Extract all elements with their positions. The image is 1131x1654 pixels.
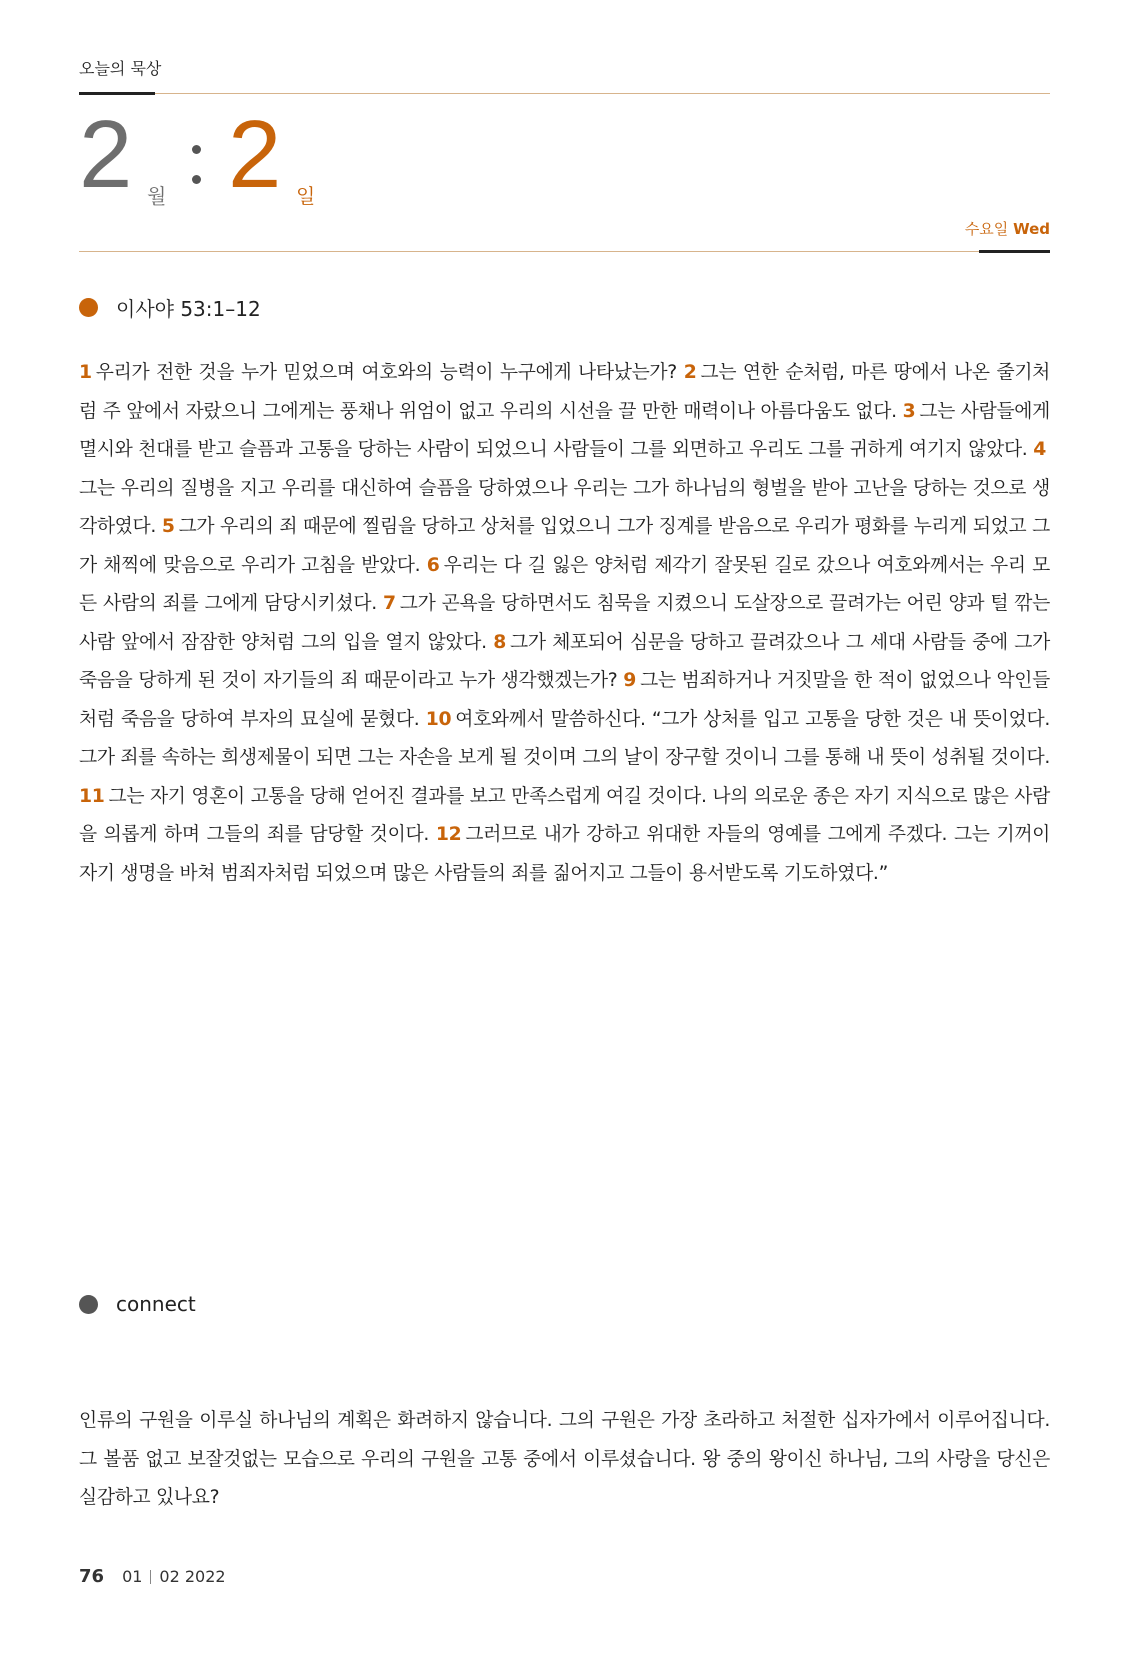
connect-title: connect [116,1292,196,1316]
verse-number: 9 [623,670,637,691]
weekday-en: Wed [1013,220,1050,238]
verse-text: 그는 범죄하거나 거짓말을 한 적이 없었으나 악인들처럼 죽음을 당하여 부자의 묘실에 묻혔다. [79,670,1050,730]
verse-text: 그는 자기 영혼이 고통을 당해 얻어진 결과를 보고 만족스럽게 여길 것이다. 나의 의로운 종은 자기 지식으로 많은 사람을 의롭게 하며 그들의 죄를 담당할 것이다. [79,785,1050,845]
verse-text: 그가 우리의 죄 때문에 찔림을 당하고 상처를 입었으니 그가 징계를 받음으로 우리가 평화를 누리게 되었고 그가 채찍에 맞음으로 우리가 고침을 받았다. [79,516,1050,576]
connect-body: 인류의 구원을 이루실 하나님의 계획은 화려하지 않습니다. 그의 구원은 가장 초라하고 처절한 십자가에서 이루어집니다. 그 볼품 없고 보잘것없는 모습으로 우리의 구원을 고통 중에서 이루셨습니다. 왕 중의 왕이신 하나님, 그의 사랑을 당신은 실감하고 있나요? [79,1410,1050,1508]
bullet-icon [79,298,98,317]
verse-number: 5 [161,516,175,537]
verse [79,362,677,383]
verse-text: 그가 체포되어 심문을 당하고 끌려갔으나 그 세대 사람들 중에 그가 죽음을 당하게 된 것이 자기들의 죄 때문이라고 누가 생각했겠는가? [79,631,1050,691]
month-number: 2 [79,101,133,208]
verse-number: 7 [383,593,396,614]
footer-divider [150,1570,151,1584]
verse-number: 8 [493,631,507,653]
page-number: 76 [79,1566,105,1587]
date-display [79,101,679,215]
verse-text: 우리는 다 길 잃은 양처럼 제각기 잘못된 길로 갔으나 여호와께서는 우리 모든 사람의 죄를 그에게 담당시키셨다. [79,554,1050,614]
verse-number: 11 [79,785,105,807]
top-rule [79,93,1050,94]
issue-month: 01 [122,1567,143,1586]
scripture-heading [79,292,261,322]
verse-text: 그러므로 내가 강하고 위대한 자들의 영예를 그에게 주겠다. 그는 기꺼이 자기 생명을 바쳐 범죄자처럼 되었으며 많은 사람들의 죄를 짊어지고 그들이 용서받도록 기도하였다.” [79,824,1051,884]
verse-number: 6 [426,554,440,576]
verse-number: 3 [902,400,916,422]
bullet-icon [79,1295,98,1314]
issue-date: 02 2022 [159,1567,226,1586]
verse-text: 그가 곤욕을 당하면서도 침묵을 지켰으니 도살장으로 끌려가는 어린 양과 털 깎는 사람 앞에서 잠잠한 양처럼 그의 입을 열지 않았다. [79,593,1050,653]
verse-number: 10 [425,708,452,730]
footer [79,1566,226,1587]
verse-number: 1 [79,362,92,383]
verse-text: 그는 연한 순처럼, 마른 땅에서 나온 줄기처럼 주 앞에서 자랐으니 그에게는 풍채나 위엄이 없고 우리의 시선을 끌 만한 매력이나 아름다움도 없다. [79,362,1051,422]
scripture-body [79,354,1050,893]
weekday-kr: 수요일 [964,220,1009,238]
date-rule [79,251,1050,252]
section-label: 오늘의 묵상 [79,59,162,78]
day-unit: 일 [296,184,316,208]
verse-number: 4 [1033,439,1047,460]
verse-text: 여호와께서 말씀하신다. “그가 상처를 입고 고통을 당한 것은 내 뜻이었다. 그가 죄를 속하는 희생제물이 되면 그는 자손을 보게 될 것이며 그의 날이 장구할 것이니 그를 통해 내 뜻이 성취될 것이다. [79,708,1050,768]
verse-text: 그는 사람들에게 멸시와 천대를 받고 슬픔과 고통을 당하는 사람이 되었으니 사람들이 그를 외면하고 우리도 그를 귀하게 여기지 않았다. [79,400,1050,460]
verse-number: 12 [435,824,462,845]
verse-number: 2 [683,362,697,383]
connect-heading [79,1289,196,1319]
verse-text: 그는 우리의 질병을 지고 우리를 대신하여 슬픔을 당하였으나 우리는 그가 하나님의 형벌을 받아 고난을 당하는 것으로 생각하였다. [79,477,1050,537]
verse-text: 우리가 전한 것을 누가 믿었으며 여호와의 능력이 누구에게 나타났는가? [95,362,677,383]
scripture-reference: 이사야 53:1–12 [116,296,261,321]
day-number: 2 [228,101,282,208]
date-rule-accent [979,250,1050,253]
month-unit: 월 [147,184,167,208]
weekday [965,218,1050,239]
colon-separator [192,145,202,191]
top-rule-accent [79,92,155,95]
